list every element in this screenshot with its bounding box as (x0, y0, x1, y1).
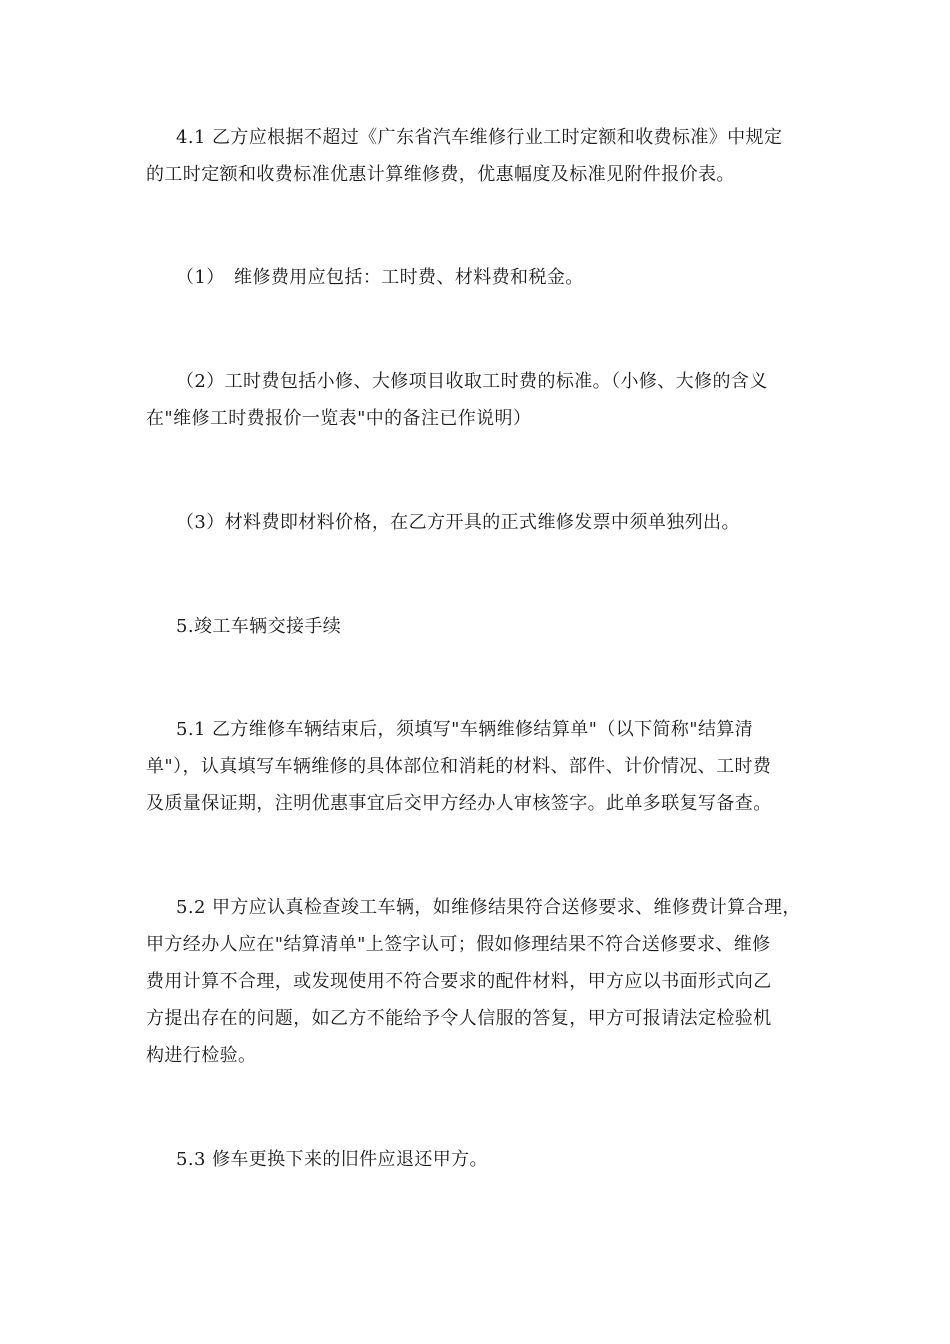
clause-5-1-line-3: 及质量保证期，注明优惠事宜后交甲方经办人审核签字。此单多联复写备查。 (146, 793, 772, 814)
clause-5-2-line-3: 费用计算不合理，或发现使用不符合要求的配件材料，甲方应以书面形式向乙 (146, 971, 772, 992)
clause-5-2-line-2: 甲方经办人应在"结算清单"上签字认可；假如修理结果不符合送修要求、维修 (146, 934, 771, 955)
clause-5-2-line-1: 5.2 甲方应认真检查竣工车辆，如维修结果符合送修要求、维修费计算合理， (176, 897, 801, 918)
item-2-line-1: （2）工时费包括小修、大修项目收取工时费的标准。（小修、大修的含义 (176, 371, 768, 392)
clause-5-3-line: 5.3 修车更换下来的旧件应退还甲方。 (176, 1149, 488, 1170)
item-1-line: （1） 维修费用应包括：工时费、材料费和税金。 (176, 267, 584, 288)
clause-5-1-line-2: 单"），认真填写车辆维修的具体部位和消耗的材料、部件、计价情况、工时费 (146, 756, 772, 777)
clause-4-1-line-2: 的工时定额和收费标准优惠计算维修费，优惠幅度及标准见附件报价表。 (146, 164, 735, 185)
clause-5-1-line-1: 5.1 乙方维修车辆结束后，须填写"车辆维修结算单"（以下简称"结算清 (176, 719, 754, 740)
item-2-line-2: 在"维修工时费报价一览表"中的备注已作说明） (146, 408, 532, 429)
item-3-line: （3）材料费即材料价格，在乙方开具的正式维修发票中须单独列出。 (176, 512, 740, 533)
clause-5-2-line-5: 构进行检验。 (146, 1045, 257, 1066)
section-5-heading: 5.竣工车辆交接手续 (176, 616, 342, 637)
clause-4-1-line-1: 4.1 乙方应根据不超过《广东省汽车维修行业工时定额和收费标准》中规定 (176, 127, 783, 148)
clause-5-2-line-4: 方提出存在的问题，如乙方不能给予令人信服的答复，甲方可报请法定检验机 (146, 1008, 772, 1029)
